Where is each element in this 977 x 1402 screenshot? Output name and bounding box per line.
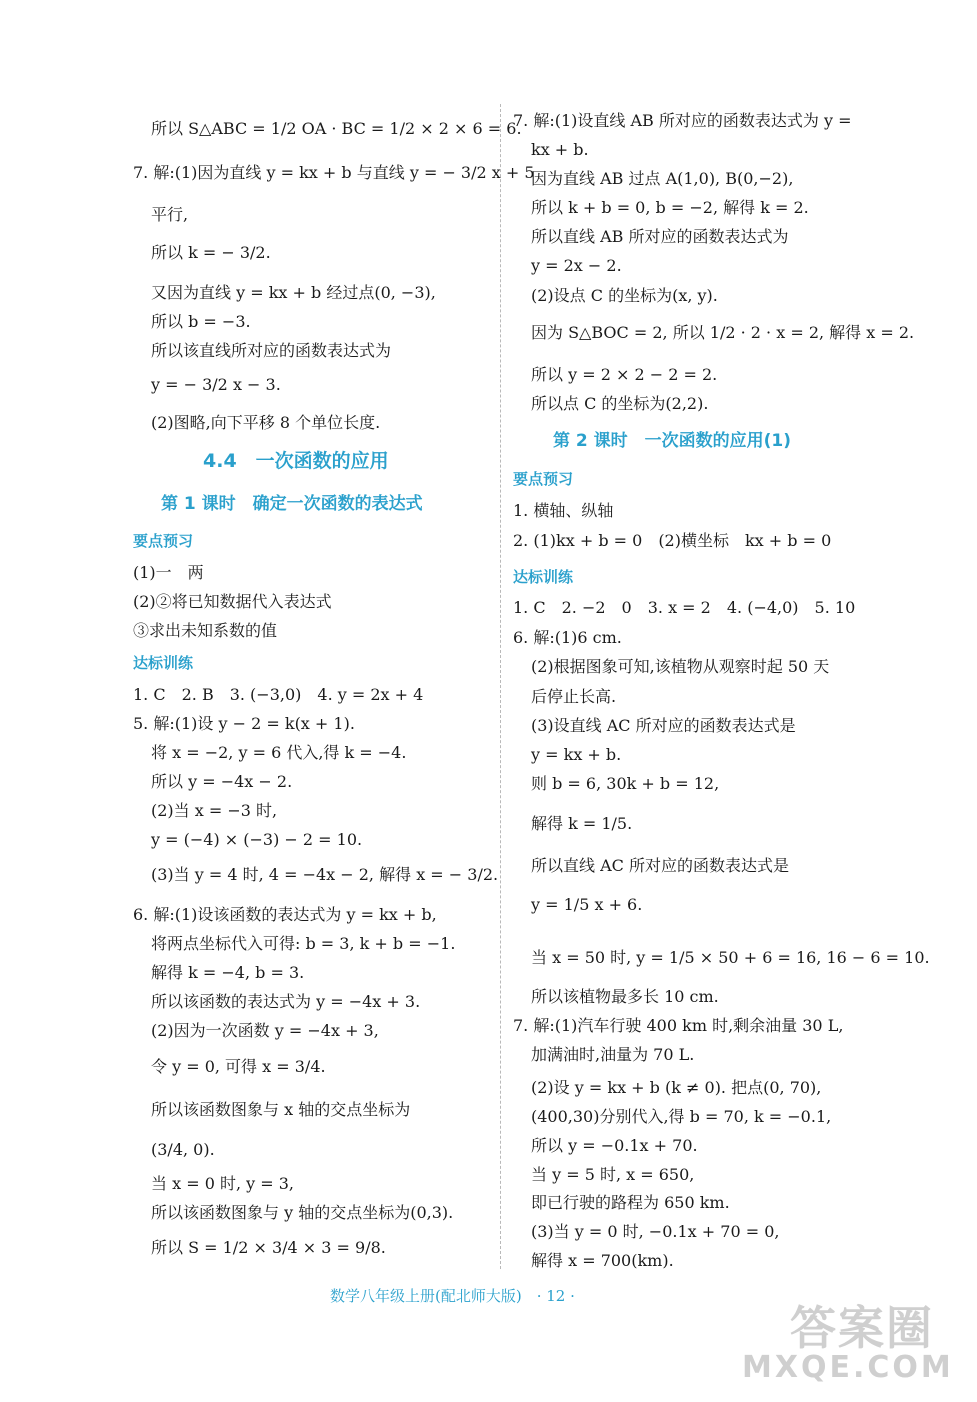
text-line: ③求出未知系数的值 (133, 621, 278, 640)
text-line: y = − 3/2 x − 3. (151, 375, 281, 394)
text-line: (2)设 y = kx + b (k ≠ 0). 把点(0, 70), (531, 1078, 822, 1097)
text-line: (2)②将已知数据代入表达式 (133, 592, 332, 611)
text-line: 所以直线 AB 所对应的函数表达式为 (531, 227, 789, 246)
text-line: 将 x = −2, y = 6 代入,得 k = −4. (151, 743, 407, 762)
text-line: 7. 解:(1)汽车行驶 400 km 时,剩余油量 30 L, (513, 1016, 844, 1035)
text-line: 解得 k = −4, b = 3. (151, 963, 305, 982)
text-line: 因为直线 AB 过点 A(1,0), B(0,−2), (531, 169, 794, 188)
text-line: (2)因为一次函数 y = −4x + 3, (151, 1021, 379, 1040)
text-line: y = 1/5 x + 6. (531, 895, 643, 914)
text-line: 所以直线 AC 所对应的函数表达式是 (531, 856, 789, 875)
text-line: 所以 y = −4x − 2. (151, 772, 293, 791)
section-title: 第 1 课时 确定一次函数的表达式 (161, 494, 423, 514)
text-line: (2)当 x = −3 时, (151, 801, 278, 820)
text-line: 即已行驶的路程为 650 km. (531, 1193, 730, 1212)
text-line: 当 x = 0 时, y = 3, (151, 1174, 295, 1193)
text-line: (3)设直线 AC 所对应的函数表达式是 (531, 716, 796, 735)
text-line: 所以该函数的表达式为 y = −4x + 3. (151, 992, 421, 1011)
text-line: 6. 解:(1)设该函数的表达式为 y = kx + b, (133, 905, 437, 924)
text-line: (1)一 两 (133, 563, 204, 582)
text-line: 2. (1)kx + b = 0 (2)横坐标 kx + b = 0 (513, 531, 832, 550)
text-line: y = 2x − 2. (531, 256, 622, 275)
text-line: 7. 解:(1)因为直线 y = kx + b 与直线 y = − 3/2 x + 5 (133, 163, 535, 182)
text-line: 加满油时,油量为 70 L. (531, 1045, 695, 1064)
text-line: 因为 S△BOC = 2, 所以 1/2 · 2 · x = 2, 解得 x = 2. (531, 323, 915, 342)
text-line: 又因为直线 y = kx + b 经过点(0, −3), (151, 283, 436, 302)
section-heading: 要点预习 (513, 470, 574, 488)
text-line: (2)根据图象可知,该植物从观察时起 50 天 (531, 657, 830, 676)
section-title: 第 2 课时 一次函数的应用(1) (553, 431, 792, 451)
section-heading: 达标训练 (133, 654, 194, 672)
section-heading: 达标训练 (513, 568, 574, 586)
text-line: 1. C 2. B 3. (−3,0) 4. y = 2x + 4 (133, 685, 424, 704)
text-line: 所以 b = −3. (151, 312, 251, 331)
text-line: 所以 k + b = 0, b = −2, 解得 k = 2. (531, 198, 809, 217)
text-line: 解得 x = 700(km). (531, 1251, 674, 1270)
text-line: 所以 k = − 3/2. (151, 243, 271, 262)
text-line: 平行, (151, 205, 189, 224)
text-line: 1. C 2. −2 0 3. x = 2 4. (−4,0) 5. 10 (513, 598, 856, 617)
text-line: (2)设点 C 的坐标为(x, y). (531, 286, 718, 305)
text-line: y = kx + b. (531, 745, 622, 764)
text-line: (2)图略,向下平移 8 个单位长度. (151, 413, 381, 432)
text-line: 则 b = 6, 30k + b = 12, (531, 774, 720, 793)
text-line: 将两点坐标代入可得: b = 3, k + b = −1. (151, 934, 456, 953)
watermark-logo: 答案圈 (790, 1301, 934, 1355)
watermark-url: MXQE.COM (742, 1350, 954, 1385)
text-line: (3/4, 0). (151, 1140, 215, 1159)
section-heading: 要点预习 (133, 532, 194, 550)
text-line: 令 y = 0, 可得 x = 3/4. (151, 1057, 326, 1076)
column-divider (500, 104, 501, 1269)
text-line: 所以该函数图象与 y 轴的交点坐标为(0,3). (151, 1203, 454, 1222)
text-line: (3)当 y = 4 时, 4 = −4x − 2, 解得 x = − 3/2. (151, 865, 499, 884)
text-line: kx + b. (531, 140, 589, 159)
text-line: (400,30)分别代入,得 b = 70, k = −0.1, (531, 1107, 832, 1126)
section-title: 4.4 一次函数的应用 (203, 450, 389, 472)
text-line: 所以 S△ABC = 1/2 OA · BC = 1/2 × 2 × 6 = 6. (151, 119, 522, 138)
text-line: 后停止长高. (531, 687, 617, 706)
text-line: 所以该函数图象与 x 轴的交点坐标为 (151, 1100, 411, 1119)
text-line: 所以该植物最多长 10 cm. (531, 987, 719, 1006)
text-line: 当 x = 50 时, y = 1/5 × 50 + 6 = 16, 16 − 6 = 10. (531, 948, 930, 967)
text-line: 6. 解:(1)6 cm. (513, 628, 622, 647)
text-line: 解得 k = 1/5. (531, 814, 633, 833)
text-line: 所以 y = 2 × 2 − 2 = 2. (531, 365, 718, 384)
page-footer: 数学八年级上册(配北师大版) · 12 · (330, 1287, 575, 1305)
text-line: 所以 y = −0.1x + 70. (531, 1136, 698, 1155)
text-line: 所以该直线所对应的函数表达式为 (151, 341, 392, 360)
text-line: (3)当 y = 0 时, −0.1x + 70 = 0, (531, 1222, 780, 1241)
text-line: 1. 横轴、纵轴 (513, 501, 614, 520)
text-line: y = (−4) × (−3) − 2 = 10. (151, 830, 363, 849)
text-line: 当 y = 5 时, x = 650, (531, 1165, 695, 1184)
text-line: 7. 解:(1)设直线 AB 所对应的函数表达式为 y = (513, 111, 852, 130)
text-line: 5. 解:(1)设 y − 2 = k(x + 1). (133, 714, 355, 733)
text-line: 所以点 C 的坐标为(2,2). (531, 394, 709, 413)
text-line: 所以 S = 1/2 × 3/4 × 3 = 9/8. (151, 1238, 386, 1257)
